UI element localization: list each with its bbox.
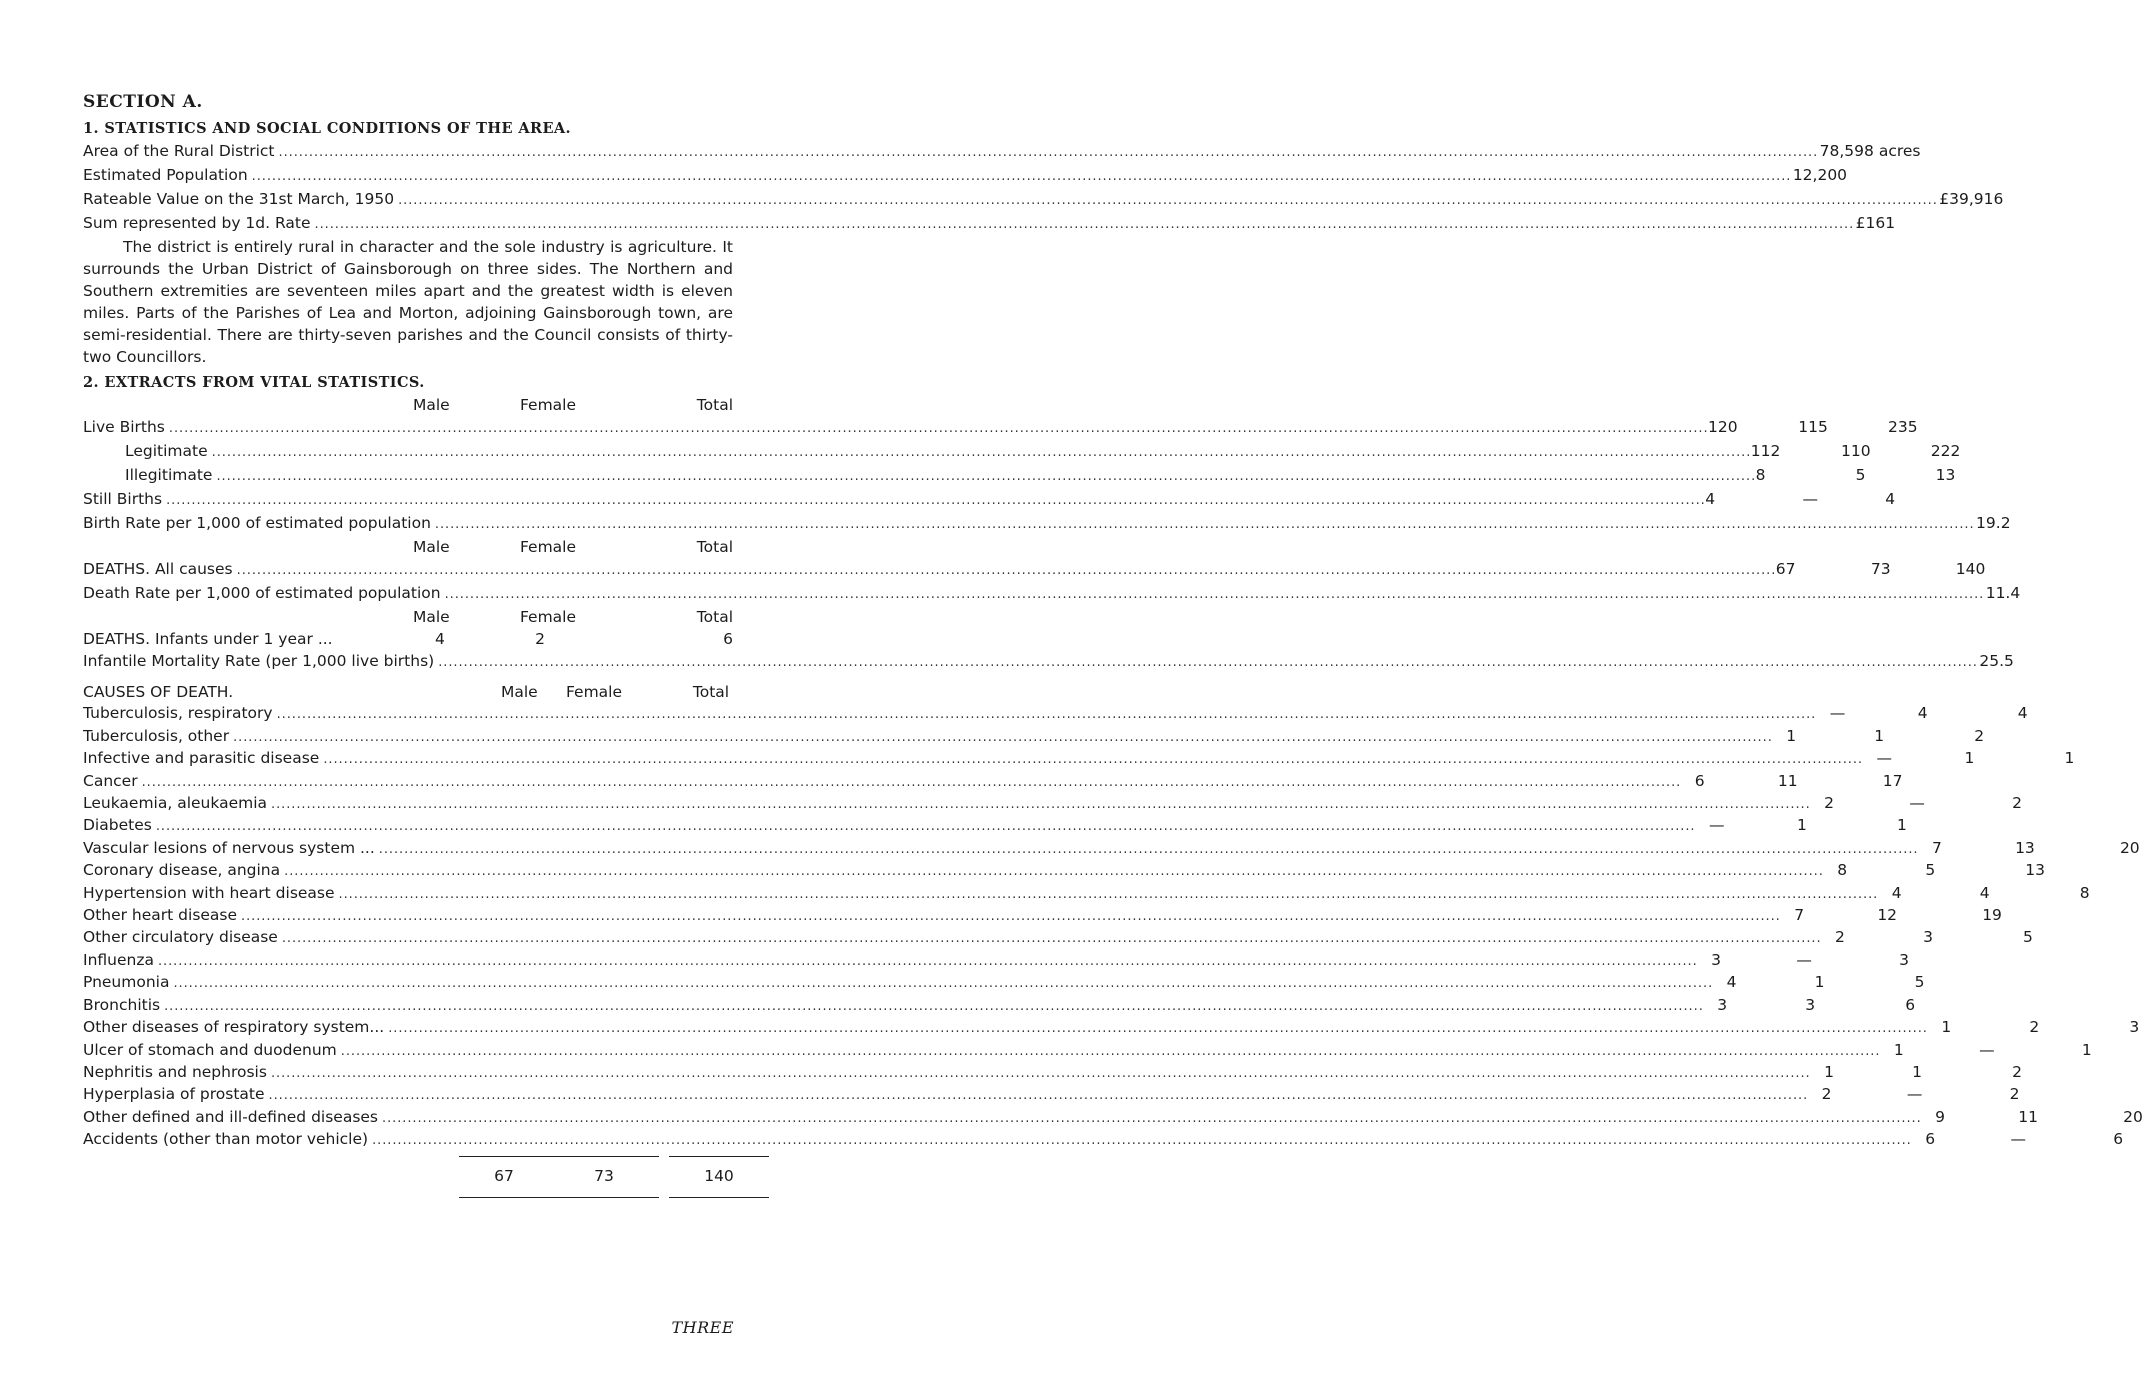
section-title: SECTION A. bbox=[83, 92, 203, 112]
cause-female: 1 bbox=[1964, 749, 1975, 768]
col-female: Female bbox=[519, 608, 577, 626]
birth-rate-label: Birth Rate per 1,000 of estimated population bbox=[83, 514, 431, 532]
table-row bbox=[83, 703, 2028, 725]
col-total: Total bbox=[696, 396, 733, 414]
births-female: — bbox=[1802, 490, 1818, 508]
table-row bbox=[83, 860, 2046, 882]
cause-label: Accidents (other than motor vehicle) bbox=[83, 1130, 369, 1149]
table-row bbox=[83, 883, 2090, 905]
cause-label: Other heart disease bbox=[83, 906, 238, 925]
col-total: Total bbox=[696, 538, 733, 556]
cause-total: 2 bbox=[1974, 726, 1985, 745]
births-female: 5 bbox=[1855, 466, 1866, 484]
cause-male: 6 bbox=[1925, 1130, 1936, 1149]
deaths-female: 73 bbox=[1870, 560, 1891, 578]
table-row bbox=[83, 950, 1909, 972]
col-total: Total bbox=[696, 608, 733, 626]
statistics-value: 78,598 acres bbox=[1819, 142, 1921, 160]
infant-rate-value: 25.5 bbox=[1979, 652, 2014, 670]
infant-rate-row bbox=[83, 650, 2014, 674]
cause-label: Bronchitis bbox=[83, 995, 161, 1014]
cause-label: Other defined and ill-defined diseases bbox=[83, 1107, 379, 1126]
statistics-list bbox=[83, 140, 2004, 236]
table-row bbox=[83, 972, 1925, 994]
cause-female: 1 bbox=[1797, 816, 1807, 835]
cause-female: — bbox=[1796, 950, 1812, 969]
cause-male: 7 bbox=[1794, 906, 1805, 925]
cause-female: — bbox=[1906, 1085, 1923, 1104]
cause-male: 2 bbox=[1821, 1085, 1832, 1104]
infant-deaths-total: 6 bbox=[723, 630, 733, 648]
cause-label: Leukaemia, aleukaemia bbox=[83, 794, 268, 813]
cause-total: 2 bbox=[2012, 1062, 2022, 1081]
statistics-heading: 1. STATISTICS AND SOCIAL CONDITIONS OF THE AREA. bbox=[83, 120, 572, 137]
table-row bbox=[83, 1040, 2092, 1062]
cause-female: 1 bbox=[1814, 973, 1825, 992]
cause-label: Influenza bbox=[83, 950, 154, 969]
cause-total: 6 bbox=[1905, 995, 1916, 1014]
cause-label: Tuberculosis, respiratory bbox=[83, 704, 273, 723]
death-rate-label: Death Rate per 1,000 of estimated population bbox=[83, 584, 441, 602]
col-male: Male bbox=[413, 608, 450, 626]
table-row bbox=[83, 815, 1907, 837]
births-total: 235 bbox=[1888, 418, 1918, 436]
births-male: 112 bbox=[1750, 442, 1781, 460]
cause-total: 17 bbox=[1882, 771, 1903, 790]
births-total: 13 bbox=[1935, 466, 1956, 484]
statistics-label: Area of the Rural District bbox=[83, 142, 275, 160]
cause-female: 11 bbox=[2018, 1107, 2039, 1126]
total-male: 67 bbox=[459, 1156, 549, 1198]
table-row bbox=[83, 726, 1985, 748]
causes-header-row bbox=[83, 682, 733, 703]
cause-total: 1 bbox=[2081, 1040, 2092, 1059]
births-column-headers bbox=[83, 394, 733, 416]
cause-male: 8 bbox=[1837, 861, 1848, 880]
statistics-row bbox=[83, 188, 2004, 212]
births-row bbox=[83, 416, 1918, 440]
statistics-value: 12,200 bbox=[1792, 166, 1848, 184]
deaths-column-headers bbox=[83, 536, 733, 558]
cause-female: 4 bbox=[1917, 704, 1928, 723]
cause-male: 3 bbox=[1711, 950, 1721, 969]
statistics-row bbox=[83, 212, 1896, 236]
cause-male: 4 bbox=[1726, 973, 1737, 992]
cause-label: Tuberculosis, other bbox=[83, 726, 230, 745]
cause-label: Nephritis and nephrosis bbox=[83, 1062, 267, 1081]
death-rate-row bbox=[83, 582, 2021, 606]
births-row bbox=[83, 488, 1896, 512]
cause-male: 1 bbox=[1786, 726, 1797, 745]
births-label: Legitimate bbox=[125, 442, 208, 460]
births-total: 4 bbox=[1885, 490, 1896, 508]
cause-male: 9 bbox=[1935, 1107, 1946, 1126]
cause-total: 1 bbox=[1896, 816, 1907, 835]
cause-label: Other circulatory disease bbox=[83, 928, 278, 947]
cause-total: 1 bbox=[2064, 749, 2075, 768]
causes-col-male: Male bbox=[501, 683, 538, 701]
statistics-value: £161 bbox=[1855, 214, 1896, 232]
cause-female: — bbox=[2010, 1130, 2026, 1149]
cause-label: Other diseases of respiratory system... bbox=[83, 1018, 385, 1037]
statistics-label: Rateable Value on the 31st March, 1950 bbox=[83, 190, 395, 208]
cause-total: 3 bbox=[1899, 950, 1909, 969]
statistics-label: Estimated Population bbox=[83, 166, 248, 184]
cause-male: 7 bbox=[1931, 838, 1942, 857]
cause-female: — bbox=[1979, 1040, 1995, 1059]
statistics-label: Sum represented by 1d. Rate bbox=[83, 214, 311, 232]
table-row bbox=[83, 771, 1903, 793]
births-list bbox=[83, 416, 1961, 512]
cause-total: 20 bbox=[2123, 1107, 2143, 1126]
table-row bbox=[83, 838, 2140, 860]
cause-male: 2 bbox=[1824, 794, 1835, 813]
cause-total: 6 bbox=[2113, 1130, 2124, 1149]
cause-total: 2 bbox=[2012, 794, 2023, 813]
infant-deaths-male: 4 bbox=[435, 630, 445, 648]
causes-col-total: Total bbox=[692, 683, 730, 701]
birth-rate-row bbox=[83, 512, 2011, 536]
col-male: Male bbox=[413, 538, 450, 556]
cause-label: Ulcer of stomach and duodenum bbox=[83, 1040, 337, 1059]
total-female: 73 bbox=[549, 1156, 659, 1198]
statistics-value: £39,916 bbox=[1939, 190, 2004, 208]
table-row bbox=[83, 1017, 2140, 1039]
cause-male: — bbox=[1708, 816, 1725, 835]
cause-male: 4 bbox=[1891, 883, 1902, 902]
cause-female: 1 bbox=[1912, 1062, 1923, 1081]
cause-label: Coronary disease, angina bbox=[83, 861, 281, 880]
col-female: Female bbox=[519, 396, 577, 414]
table-row bbox=[83, 1129, 2124, 1151]
births-label: Still Births bbox=[83, 490, 163, 508]
births-female: 115 bbox=[1798, 418, 1828, 436]
cause-female: 1 bbox=[1874, 726, 1885, 745]
cause-total: 3 bbox=[2129, 1018, 2140, 1037]
document-page bbox=[83, 92, 2143, 1198]
cause-male: 6 bbox=[1694, 771, 1705, 790]
infants-column-headers bbox=[83, 606, 733, 628]
cause-total: 20 bbox=[2119, 838, 2140, 857]
col-male: Male bbox=[413, 396, 450, 414]
infant-rate-label: Infantile Mortality Rate (per 1,000 live births) bbox=[83, 652, 435, 670]
cause-male: 1 bbox=[1941, 1018, 1952, 1037]
cause-total: 13 bbox=[2025, 861, 2046, 880]
causes-rows bbox=[83, 703, 2143, 1151]
table-row bbox=[83, 1107, 2143, 1129]
births-female: 110 bbox=[1840, 442, 1871, 460]
cause-label: Diabetes bbox=[83, 816, 152, 835]
cause-male: — bbox=[1876, 749, 1892, 768]
births-label: Live Births bbox=[83, 418, 165, 436]
table-row bbox=[83, 927, 2033, 949]
cause-male: 1 bbox=[1824, 1062, 1834, 1081]
statistics-row bbox=[83, 164, 1848, 188]
table-row bbox=[83, 793, 2023, 815]
causes-of-death-table bbox=[83, 682, 2143, 1198]
cause-total: 5 bbox=[2023, 928, 2033, 947]
total-total: 140 bbox=[669, 1156, 769, 1198]
cause-female: 2 bbox=[2029, 1018, 2040, 1037]
causes-totals-row bbox=[83, 1156, 733, 1198]
cause-female: 4 bbox=[1979, 883, 1990, 902]
cause-male: 1 bbox=[1893, 1040, 1904, 1059]
cause-female: 3 bbox=[1805, 995, 1816, 1014]
causes-col-female: Female bbox=[565, 683, 623, 701]
page-number: THREE bbox=[671, 1318, 734, 1337]
table-row bbox=[83, 995, 1916, 1017]
cause-label: Hyperplasia of prostate bbox=[83, 1085, 265, 1104]
vital-heading: 2. EXTRACTS FROM VITAL STATISTICS. bbox=[83, 374, 425, 391]
causes-heading: CAUSES OF DEATH. bbox=[83, 683, 234, 701]
cause-male: 2 bbox=[1835, 928, 1845, 947]
deaths-label: DEATHS. All causes bbox=[83, 560, 233, 578]
cause-label: Vascular lesions of nervous system ... bbox=[83, 838, 375, 857]
table-row bbox=[83, 1062, 2022, 1084]
births-male: 4 bbox=[1705, 490, 1716, 508]
cause-female: 11 bbox=[1777, 771, 1798, 790]
cause-female: — bbox=[1909, 794, 1925, 813]
cause-male: 3 bbox=[1717, 995, 1728, 1014]
infant-deaths-female: 2 bbox=[535, 630, 545, 648]
col-female: Female bbox=[519, 538, 577, 556]
cause-total: 5 bbox=[1914, 973, 1925, 992]
births-row bbox=[83, 440, 1961, 464]
table-row bbox=[83, 905, 2002, 927]
cause-male: — bbox=[1829, 704, 1846, 723]
cause-female: 5 bbox=[1925, 861, 1936, 880]
births-male: 8 bbox=[1755, 466, 1766, 484]
statistics-row bbox=[83, 140, 1921, 164]
death-rate-value: 11.4 bbox=[1985, 584, 2021, 602]
cause-label: Pneumonia bbox=[83, 973, 170, 992]
deaths-row bbox=[83, 558, 1986, 582]
cause-label: Infective and parasitic disease bbox=[83, 749, 320, 768]
cause-total: 4 bbox=[2017, 704, 2028, 723]
infant-deaths-label: DEATHS. Infants under 1 year ... bbox=[83, 630, 333, 648]
cause-female: 3 bbox=[1923, 928, 1933, 947]
table-row bbox=[83, 1084, 2020, 1106]
births-male: 120 bbox=[1708, 418, 1738, 436]
births-label: Illegitimate bbox=[125, 466, 213, 484]
births-row bbox=[83, 464, 1956, 488]
deaths-male: 67 bbox=[1775, 560, 1796, 578]
cause-total: 8 bbox=[2079, 883, 2090, 902]
cause-total: 19 bbox=[1982, 906, 2002, 925]
cause-label: Hypertension with heart disease bbox=[83, 883, 335, 902]
cause-female: 12 bbox=[1877, 906, 1898, 925]
cause-female: 13 bbox=[2015, 838, 2035, 857]
infant-deaths-row bbox=[83, 628, 733, 650]
district-description: The district is entirely rural in character and the sole industry is agriculture. It surrounds the Urban District of Gainsborough on three sides. The Northern and Southern extremities are seventeen miles apart and the greatest width is eleven miles. Parts of the Parishes of Lea and Morton, adjoining Gainsborough town, are semi-residential. There are thirty-seven parishes and the Council consists of thirty-two Councillors. bbox=[83, 238, 733, 366]
cause-total: 2 bbox=[2009, 1085, 2020, 1104]
births-total: 222 bbox=[1930, 442, 1961, 460]
table-row bbox=[83, 748, 2075, 770]
birth-rate-value: 19.2 bbox=[1976, 514, 2011, 532]
cause-label: Cancer bbox=[83, 771, 138, 790]
deaths-total: 140 bbox=[1955, 560, 1986, 578]
